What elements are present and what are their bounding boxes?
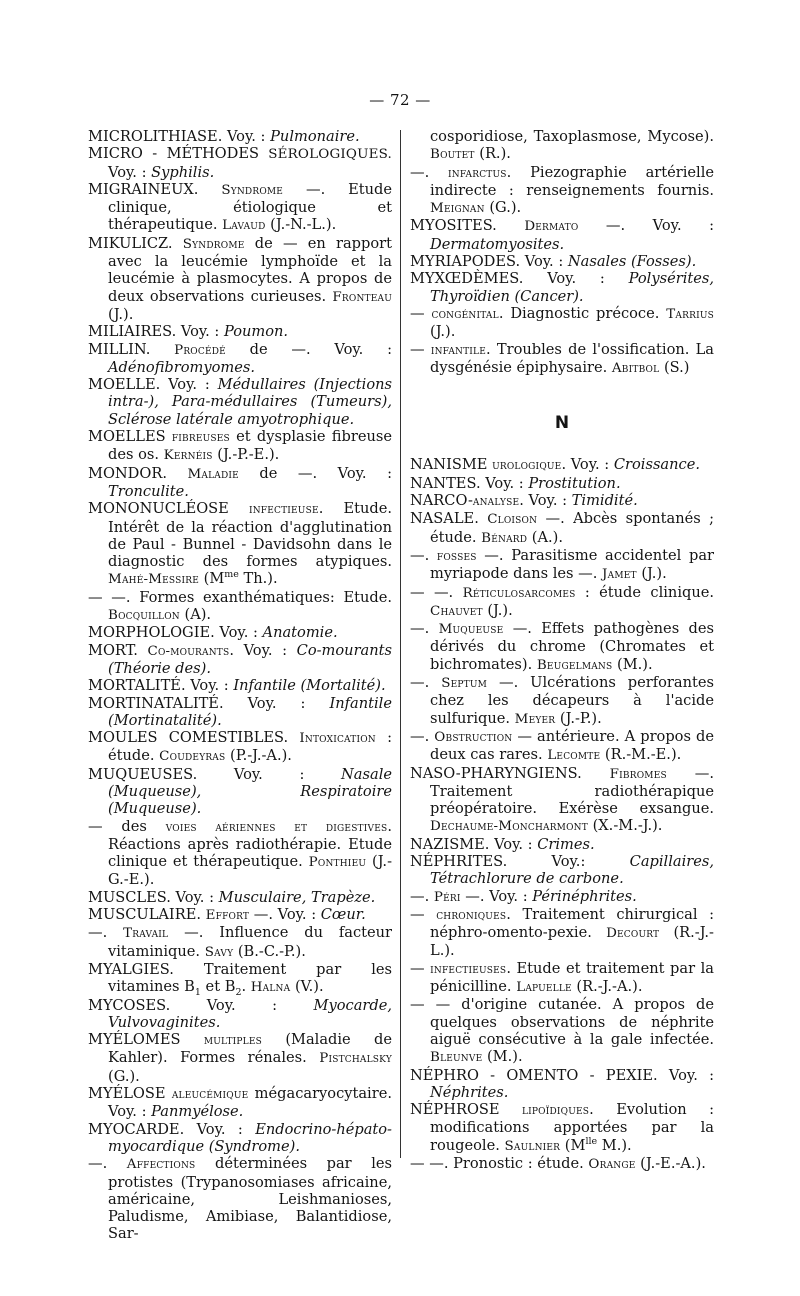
index-entry: — —. Pronostic : étude. Orange (J.-E.-A.). — [410, 1155, 706, 1173]
index-entry: MORPHOLOGIE. Voy. : Anatomie. — [88, 624, 338, 642]
index-entry: MYALGIES. Traitement par les vitamines $B_1$ et $B_2$. Halna (V.). — [88, 960, 392, 999]
index-entry: —. fosses —. Parasitisme accidentel par myriapode dans les —. Jamet (J.). — [410, 546, 715, 583]
index-entry: NÉPHROSE lipoïdiques. Evolution : modifications apportées par la rougeole. Saulnier ($M^{lle}$ M.). — [410, 1101, 714, 1154]
index-entry: — infectieuses. Etude et traitement par la pénicilline. Lapuelle (R.-J.-A.). — [410, 959, 714, 996]
index-entry: —. Affections déterminées par les protistes (Trypanosomiases africaine, américaine, Leishmanioses, Paludisme, Amibiase, Balantidiose, Sar- — [88, 1155, 393, 1243]
index-entry: MOULES COMESTIBLES. Intoxication : étude. Coudeyras (P.-J.-A.). — [88, 729, 392, 765]
index-entry: —. Muqueuse —. Effets pathogènes des dérivés du chrome (Chromates et bichromates). Beugelmans (M.). — [410, 620, 714, 673]
index-entry: MUSCLES. Voy. : Musculaire, Trapèze. — [88, 888, 376, 906]
index-entry: —. infarctus. Piezographie artérielle indirecte : renseignements fournis. Meignan (G.). — [410, 163, 714, 217]
index-entry: MORTALITÉ. Voy. : Infantile (Mortalité). — [88, 677, 386, 695]
index-entry: — des voies aériennes et digestives. Réactions après radiothérapie. Etude clinique et thérapeutique. Ponthieu (J.-G.-E.). — [88, 817, 393, 889]
index-entry: MYXŒDÈMES. Voy. : Polysérites, Thyroïdien (Cancer). — [410, 270, 714, 305]
index-entry: MYÉLOSE aleucémique mégacaryocytaire. Voy. : Panmyélose. — [88, 1085, 392, 1121]
index-entry: NANTES. Voy. : Prostitution. — [410, 474, 621, 492]
index-entry: NÉPHRO - OMENTO - PEXIE. Voy. : Néphrites. — [410, 1066, 714, 1101]
index-entry: MIGRAINEUX. Syndrome —. Etude clinique, étiologique et thérapeutique. Lavaud (J.-N.-L.). — [88, 180, 392, 234]
right-column-top-entries — [410, 128, 714, 377]
index-entry: — — d'origine cutanée. A propos de quelques observations de néphrite aiguë consécutive à la gale infectée. Bleunve (M.). — [410, 996, 714, 1066]
index-entry: MILIAIRES. Voy. : Poumon. — [88, 323, 289, 341]
index-entry: MORTINATALITÉ. Voy. : Infantile (Mortinatalité). — [88, 694, 392, 729]
index-entry: MYOCARDE. Voy. : Endocrino-hépato-myocardique (Syndrome). — [88, 1120, 392, 1155]
index-entry: NAZISME. Voy. : Crimes. — [410, 835, 595, 853]
index-entry: NÉPHRITES. Voy.: Capillaires, Tétrachlorure de carbone. — [410, 852, 714, 888]
index-entry: — congénital. Diagnostic précoce. Tarrius (J.). — [410, 304, 714, 341]
right-column-bottom-entries — [410, 456, 714, 1173]
index-entry: MYCOSES. Voy. : Myocarde, Vulvovaginites. — [88, 996, 392, 1031]
index-entry: NANISME urologique. Voy. : Croissance. — [410, 456, 700, 474]
index-entry: MILLIN. Procédé de —. Voy. : Adénofibromyomes. — [88, 340, 392, 376]
page-number: — 72 — — [369, 91, 431, 109]
index-entry: MYÉLOMES multiples (Maladie de Kahler). Formes rénales. Pistchalsky (G.). — [88, 1031, 393, 1085]
index-entry: — chroniques. Traitement chirurgical : néphro-omento-pexie. Decourt (R.-J.-L.). — [410, 905, 714, 960]
index-entry: cosporidiose, Taxoplasmose, Mycose). Boutet (R.). — [430, 128, 714, 163]
index-entry: MORT. Co-mourants. Voy. : Co-mourants (Théorie des). — [88, 641, 392, 677]
index-entry: —. Travail —. Influence du facteur vitaminique. Savy (B.-C.-P.). — [88, 924, 392, 960]
index-entry: — —. Réticulosarcomes : étude clinique. Chauvet (J.). — [410, 583, 714, 619]
index-entry: NARCO-analyse. Voy. : Timidité. — [410, 492, 638, 510]
index-entry: MIKULICZ. Syndrome de — en rapport avec la leucémie lymphoïde et la leucémie à plasmocytes. A propos de deux observations curieuses. Fronteau (J.). — [88, 234, 392, 323]
index-entry: —. Péri —. Voy. : Périnéphrites. — [410, 887, 637, 905]
index-entry: MYRIAPODES. Voy. : Nasales (Fosses). — [410, 253, 697, 271]
index-entry: — —. Formes exanthématiques: Etude. Bocquillon (A). — [88, 588, 392, 624]
index-entry: MONONUCLÉOSE infectieuse. Etude. Intérêt de la réaction d'agglutination de Paul - Bunnel - Davidsohn dans le diagnostic des formes atypiques. Mahé-Messire ($M^{me}$ Th.). — [88, 500, 392, 588]
index-entry: MOELLE. Voy. : Médullaires (Injections intra-), Para-médullaires (Tumeurs), Sclérose latérale amyotrophique. — [88, 376, 392, 428]
left-column — [88, 128, 392, 1243]
index-entry: MUSCULAIRE. Effort —. Voy. : Cœur. — [88, 906, 366, 924]
index-entry: MICROLITHIASE. Voy. : Pulmonaire. — [88, 128, 360, 145]
index-entry: NASALE. Cloison —. Abcès spontanés ; étude. Bénard (A.). — [410, 510, 715, 546]
index-entry: MYOSITES. Dermato —. Voy. : Dermatomyosites. — [410, 217, 714, 253]
index-entry: MICRO - MÉTHODES SÉROLOGIQUES. Voy. : Syphilis. — [88, 145, 392, 181]
index-entry: MUQUEUSES. Voy. : Nasale (Muqueuse), Respiratoire (Muqueuse). — [88, 765, 392, 818]
section-letter-heading: N — [554, 413, 570, 434]
index-entry: —. Obstruction — antérieure. A propos de deux cas rares. Lecomte (R.-M.-E.). — [410, 727, 714, 764]
index-entry: — infantile. Troubles de l'ossification. La dysgénésie épiphysaire. Abitbol (S.) — [410, 340, 715, 376]
column-divider — [400, 130, 401, 1158]
index-entry: NASO-PHARYNGIENS. Fibromes —. Traitement radiothérapique préopératoire. Exérèse exsangue. Dechaume-Moncharmont (X.-M.-J.). — [410, 764, 714, 835]
index-entry: MOELLES fibreuses et dysplasie fibreuse des os. Kernéis (J.-P.-E.). — [88, 428, 392, 464]
index-entry: —. Septum —. Ulcérations perforantes chez les décapeurs à l'acide sulfurique. Meyer (J.-P.). — [410, 674, 714, 727]
right-column — [410, 128, 714, 1173]
index-entry: MONDOR. Maladie de —. Voy. : Tronculite. — [88, 464, 392, 500]
